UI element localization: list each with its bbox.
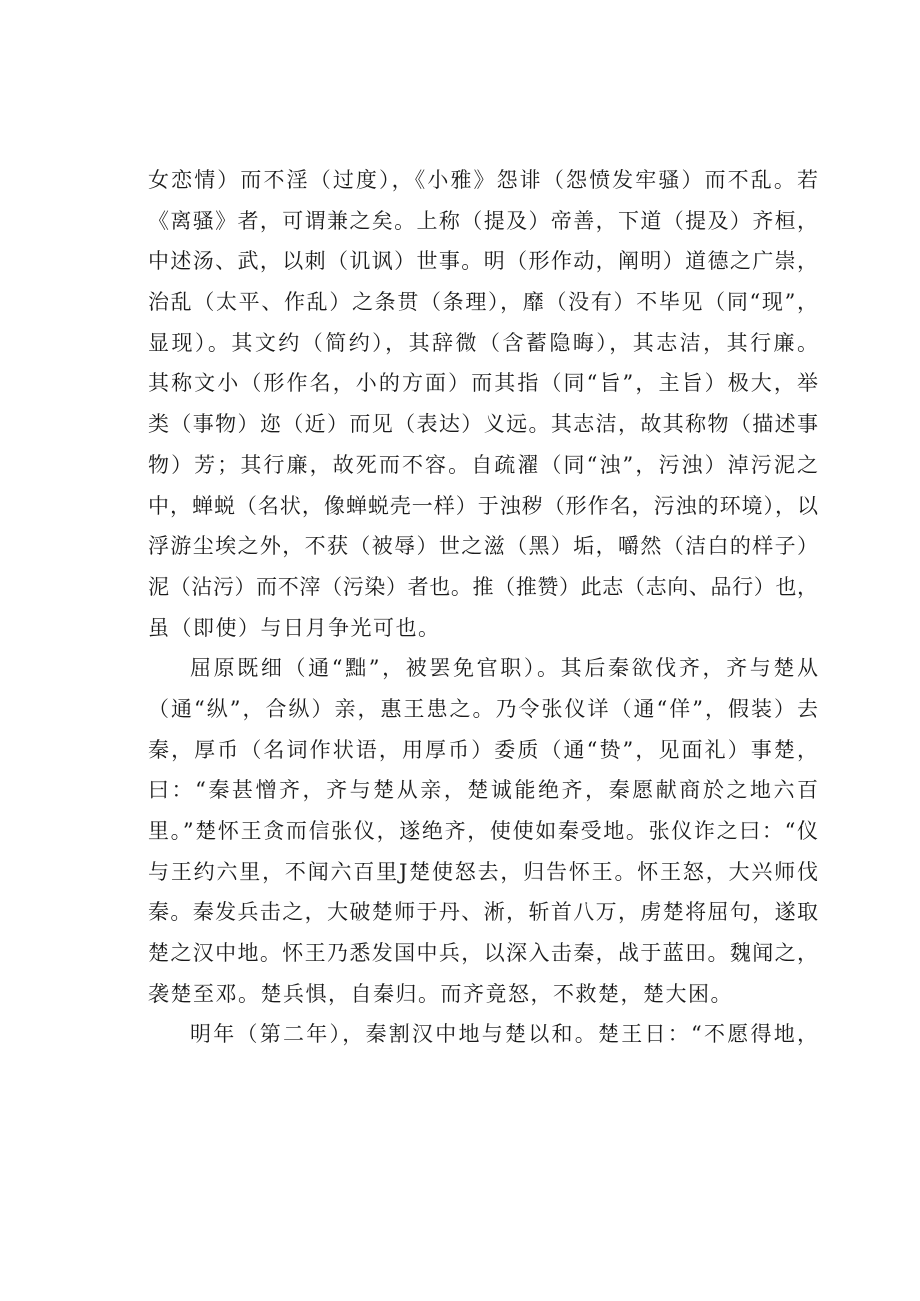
- text-line: 虽（即使）与日月争光可也。: [148, 615, 441, 640]
- text-line: 显现）。其文约（简约），其辞微（含蓄隐晦），其志洁，其行廉。: [148, 330, 818, 355]
- text-line: 其称文小（形作名，小的方面）而其指（同“旨”，主旨）极大，举: [148, 371, 818, 396]
- body-text: [148, 160, 818, 1055]
- text-line: 曰：“秦甚憎齐，齐与楚从亲，楚诚能绝齐，秦愿献商於之地六百: [148, 778, 818, 803]
- text-line: 屈原既细（通“黜”，被罢免官职）。其后秦欲伐齐，齐与楚从: [190, 656, 818, 681]
- text-line: 浮游尘埃之外，不获（被辱）世之滋（黑）垢，嚼然（洁白的样子）: [148, 534, 818, 559]
- text-line: 治乱（太平、作乱）之条贯（条理），靡（没有）不毕见（同“现”，: [148, 290, 818, 315]
- text-line: （通“纵”，合纵）亲，惠王患之。乃令张仪详（通“佯”，假装）去: [148, 696, 818, 721]
- text-line: 泥（沾污）而不滓（污染）者也。推（推赞）此志（志向、品行）也，: [148, 574, 818, 599]
- text-line: 里。”楚怀王贪而信张仪，遂绝齐，使使如秦受地。张仪诈之曰：“仪: [148, 819, 818, 843]
- text-line: 《离骚》者，可谓兼之矣。上称（提及）帝善，下道（提及）齐桓，: [148, 208, 818, 233]
- text-line: 物）芳；其行廉，故死而不容。自疏濯（同“浊”，污浊）淖污泥之: [148, 452, 818, 477]
- text-line: 明年（第二年），秦割汉中地与楚以和。楚王日：“不愿得地，: [190, 1022, 818, 1047]
- text-line: 中述汤、武，以刺（讥讽）世事。明（形作动，阐明）道德之广崇，: [148, 249, 818, 274]
- text-line: 类（事物）迩（近）而见（表达）义远。其志洁，故其称物（描述事: [148, 412, 818, 437]
- text-line: 楚之汉中地。怀王乃悉发国中兵，以深入击秦，战于蓝田。魏闻之，: [148, 941, 818, 966]
- text-line: 袭楚至邓。楚兵惧，自秦归。而齐竟怒，不救楚，楚大困。: [148, 981, 733, 1006]
- text-line: 中，蝉蜕（名状，像蝉蜕壳一样）于浊秽（形作名，污浊的环境），以: [148, 493, 818, 518]
- text-line: 秦，厚币（名词作状语，用厚币）委质（通“贽”，见面礼）事楚，: [148, 737, 818, 762]
- text-line: 秦。秦发兵击之，大破楚师于丹、淅，斩首八万，虏楚将屈句，遂取: [148, 900, 818, 925]
- text-line: 与王约六里，不闻六百里J楚使怒去，归告怀王。怀王怒，大兴师伐: [148, 859, 818, 884]
- text-line: 女恋情）而不淫（过度），《小雅》怨诽（怨愤发牢骚）而不乱。若: [148, 168, 818, 192]
